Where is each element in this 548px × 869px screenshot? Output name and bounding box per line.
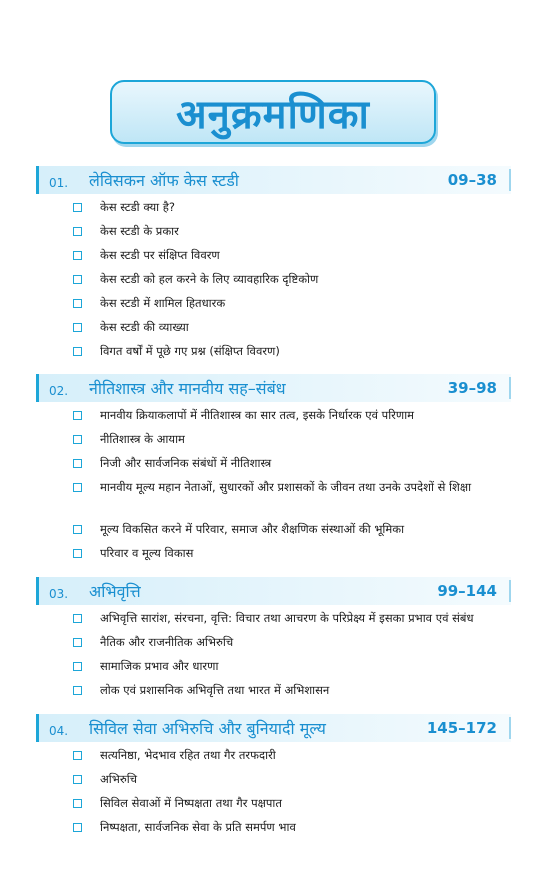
list-item [73, 222, 503, 240]
square-bullet-icon [73, 686, 82, 695]
list-item-text: केस स्टडी को हल करने के लिए व्यावहारिक दृष्टिकोण [100, 272, 319, 286]
list-item-text: विगत वर्षों में पूछे गए प्रश्न (संक्षिप्त विवरण) [100, 344, 280, 358]
list-item [73, 633, 503, 651]
list-item-text: निष्पक्षता, सार्वजनिक सेवा के प्रति समर्पण भाव [100, 820, 296, 834]
section-title: नीतिशास्त्र और मानवीय सह–संबंध [89, 379, 286, 398]
list-item [73, 794, 503, 812]
list-item-text: केस स्टडी पर संक्षिप्त विवरण [100, 248, 220, 262]
section-bar-edge [509, 580, 511, 602]
section-bar-edge [509, 377, 511, 399]
list-item-text: केस स्टडी क्या है? [100, 200, 175, 214]
list-item [73, 657, 503, 675]
list-item-text: केस स्टडी में शामिल हितधारक [100, 296, 226, 310]
square-bullet-icon [73, 411, 82, 420]
list-item-text: केस स्टडी की व्याख्या [100, 320, 189, 334]
square-bullet-icon [73, 662, 82, 671]
list-item-text: सत्यनिष्ठा, भेदभाव रहित तथा गैर तरफदारी [100, 748, 276, 762]
list-item-text: नैतिक और राजनीतिक अभिरुचि [100, 635, 234, 649]
list-item [73, 318, 503, 336]
square-bullet-icon [73, 251, 82, 260]
square-bullet-icon [73, 799, 82, 808]
list-item-text: लोक एवं प्रशासनिक अभिवृत्ति तथा भारत में अभिशासन [100, 683, 330, 697]
square-bullet-icon [73, 614, 82, 623]
section-header-3 [36, 577, 511, 605]
square-bullet-icon [73, 459, 82, 468]
square-bullet-icon [73, 823, 82, 832]
list-item [73, 818, 503, 836]
square-bullet-icon [73, 751, 82, 760]
list-item-text: नीतिशास्त्र के आयाम [100, 432, 185, 446]
list-item [73, 294, 503, 312]
list-item-text: निजी और सार्वजनिक संबंधों में नीतिशास्त्र [100, 456, 272, 470]
list-item [73, 609, 503, 627]
list-item-text: सिविल सेवाओं में निष्पक्षता तथा गैर पक्षपात [100, 796, 282, 810]
list-item-text: केस स्टडी के प्रकार [100, 224, 179, 238]
list-item-text: मानवीय मूल्य महान नेताओं, सुधारकों और प्रशासकों के जीवन तथा उनके उपदेशों से शिक्षा [100, 480, 472, 494]
section-header-2 [36, 374, 511, 402]
list-item [73, 478, 503, 496]
section-header-1 [36, 166, 511, 194]
square-bullet-icon [73, 435, 82, 444]
section-number: 03. [49, 587, 69, 601]
square-bullet-icon [73, 299, 82, 308]
section-number: 01. [49, 176, 69, 190]
section-number: 04. [49, 724, 69, 738]
section-page-range: 09–38 [447, 171, 497, 189]
square-bullet-icon [73, 347, 82, 356]
list-item [73, 544, 503, 562]
list-item [73, 430, 503, 448]
list-item [73, 270, 503, 288]
section-page-range: 145–172 [426, 719, 497, 737]
square-bullet-icon [73, 483, 82, 492]
list-item [73, 342, 503, 360]
square-bullet-icon [73, 323, 82, 332]
section-page-range: 39–98 [447, 379, 497, 397]
list-item-text: मूल्य विकसित करने में परिवार, समाज और शैक्षणिक संस्थाओं की भूमिका [100, 522, 405, 536]
section-bar-edge [509, 169, 511, 191]
list-item [73, 198, 503, 216]
section-page-range: 99–144 [437, 582, 497, 600]
list-item [73, 746, 503, 764]
list-item-text: सामाजिक प्रभाव और धारणा [100, 659, 219, 673]
section-number: 02. [49, 384, 69, 398]
list-item [73, 246, 503, 264]
list-item [73, 520, 503, 538]
section-bar-edge [509, 717, 511, 739]
list-item-text: परिवार व मूल्य विकास [100, 546, 194, 560]
list-item-text: मानवीय क्रियाकलापों में नीतिशास्त्र का सार तत्व, इसके निर्धारक एवं परिणाम [100, 408, 415, 422]
square-bullet-icon [73, 525, 82, 534]
section-title: लेविसकन ऑफ केस स्टडी [89, 171, 239, 190]
square-bullet-icon [73, 775, 82, 784]
section-header-4 [36, 714, 511, 742]
square-bullet-icon [73, 549, 82, 558]
list-item [73, 454, 503, 472]
list-item [73, 770, 503, 788]
list-item [73, 406, 503, 424]
page-title-box [110, 80, 436, 144]
section-title: सिविल सेवा अभिरुचि और बुनियादी मूल्य [89, 719, 326, 738]
square-bullet-icon [73, 638, 82, 647]
section-title: अभिवृत्ति [89, 582, 141, 601]
list-item-text: अभिवृत्ति सारांश, संरचना, वृत्ति: विचार तथा आचरण के परिप्रेक्ष्य में इसका प्रभाव एवं संबंध [100, 611, 474, 625]
list-item [73, 681, 503, 699]
square-bullet-icon [73, 203, 82, 212]
square-bullet-icon [73, 275, 82, 284]
list-item-text: अभिरुचि [100, 772, 138, 786]
page-title: अनुक्रमणिका [176, 91, 370, 138]
square-bullet-icon [73, 227, 82, 236]
